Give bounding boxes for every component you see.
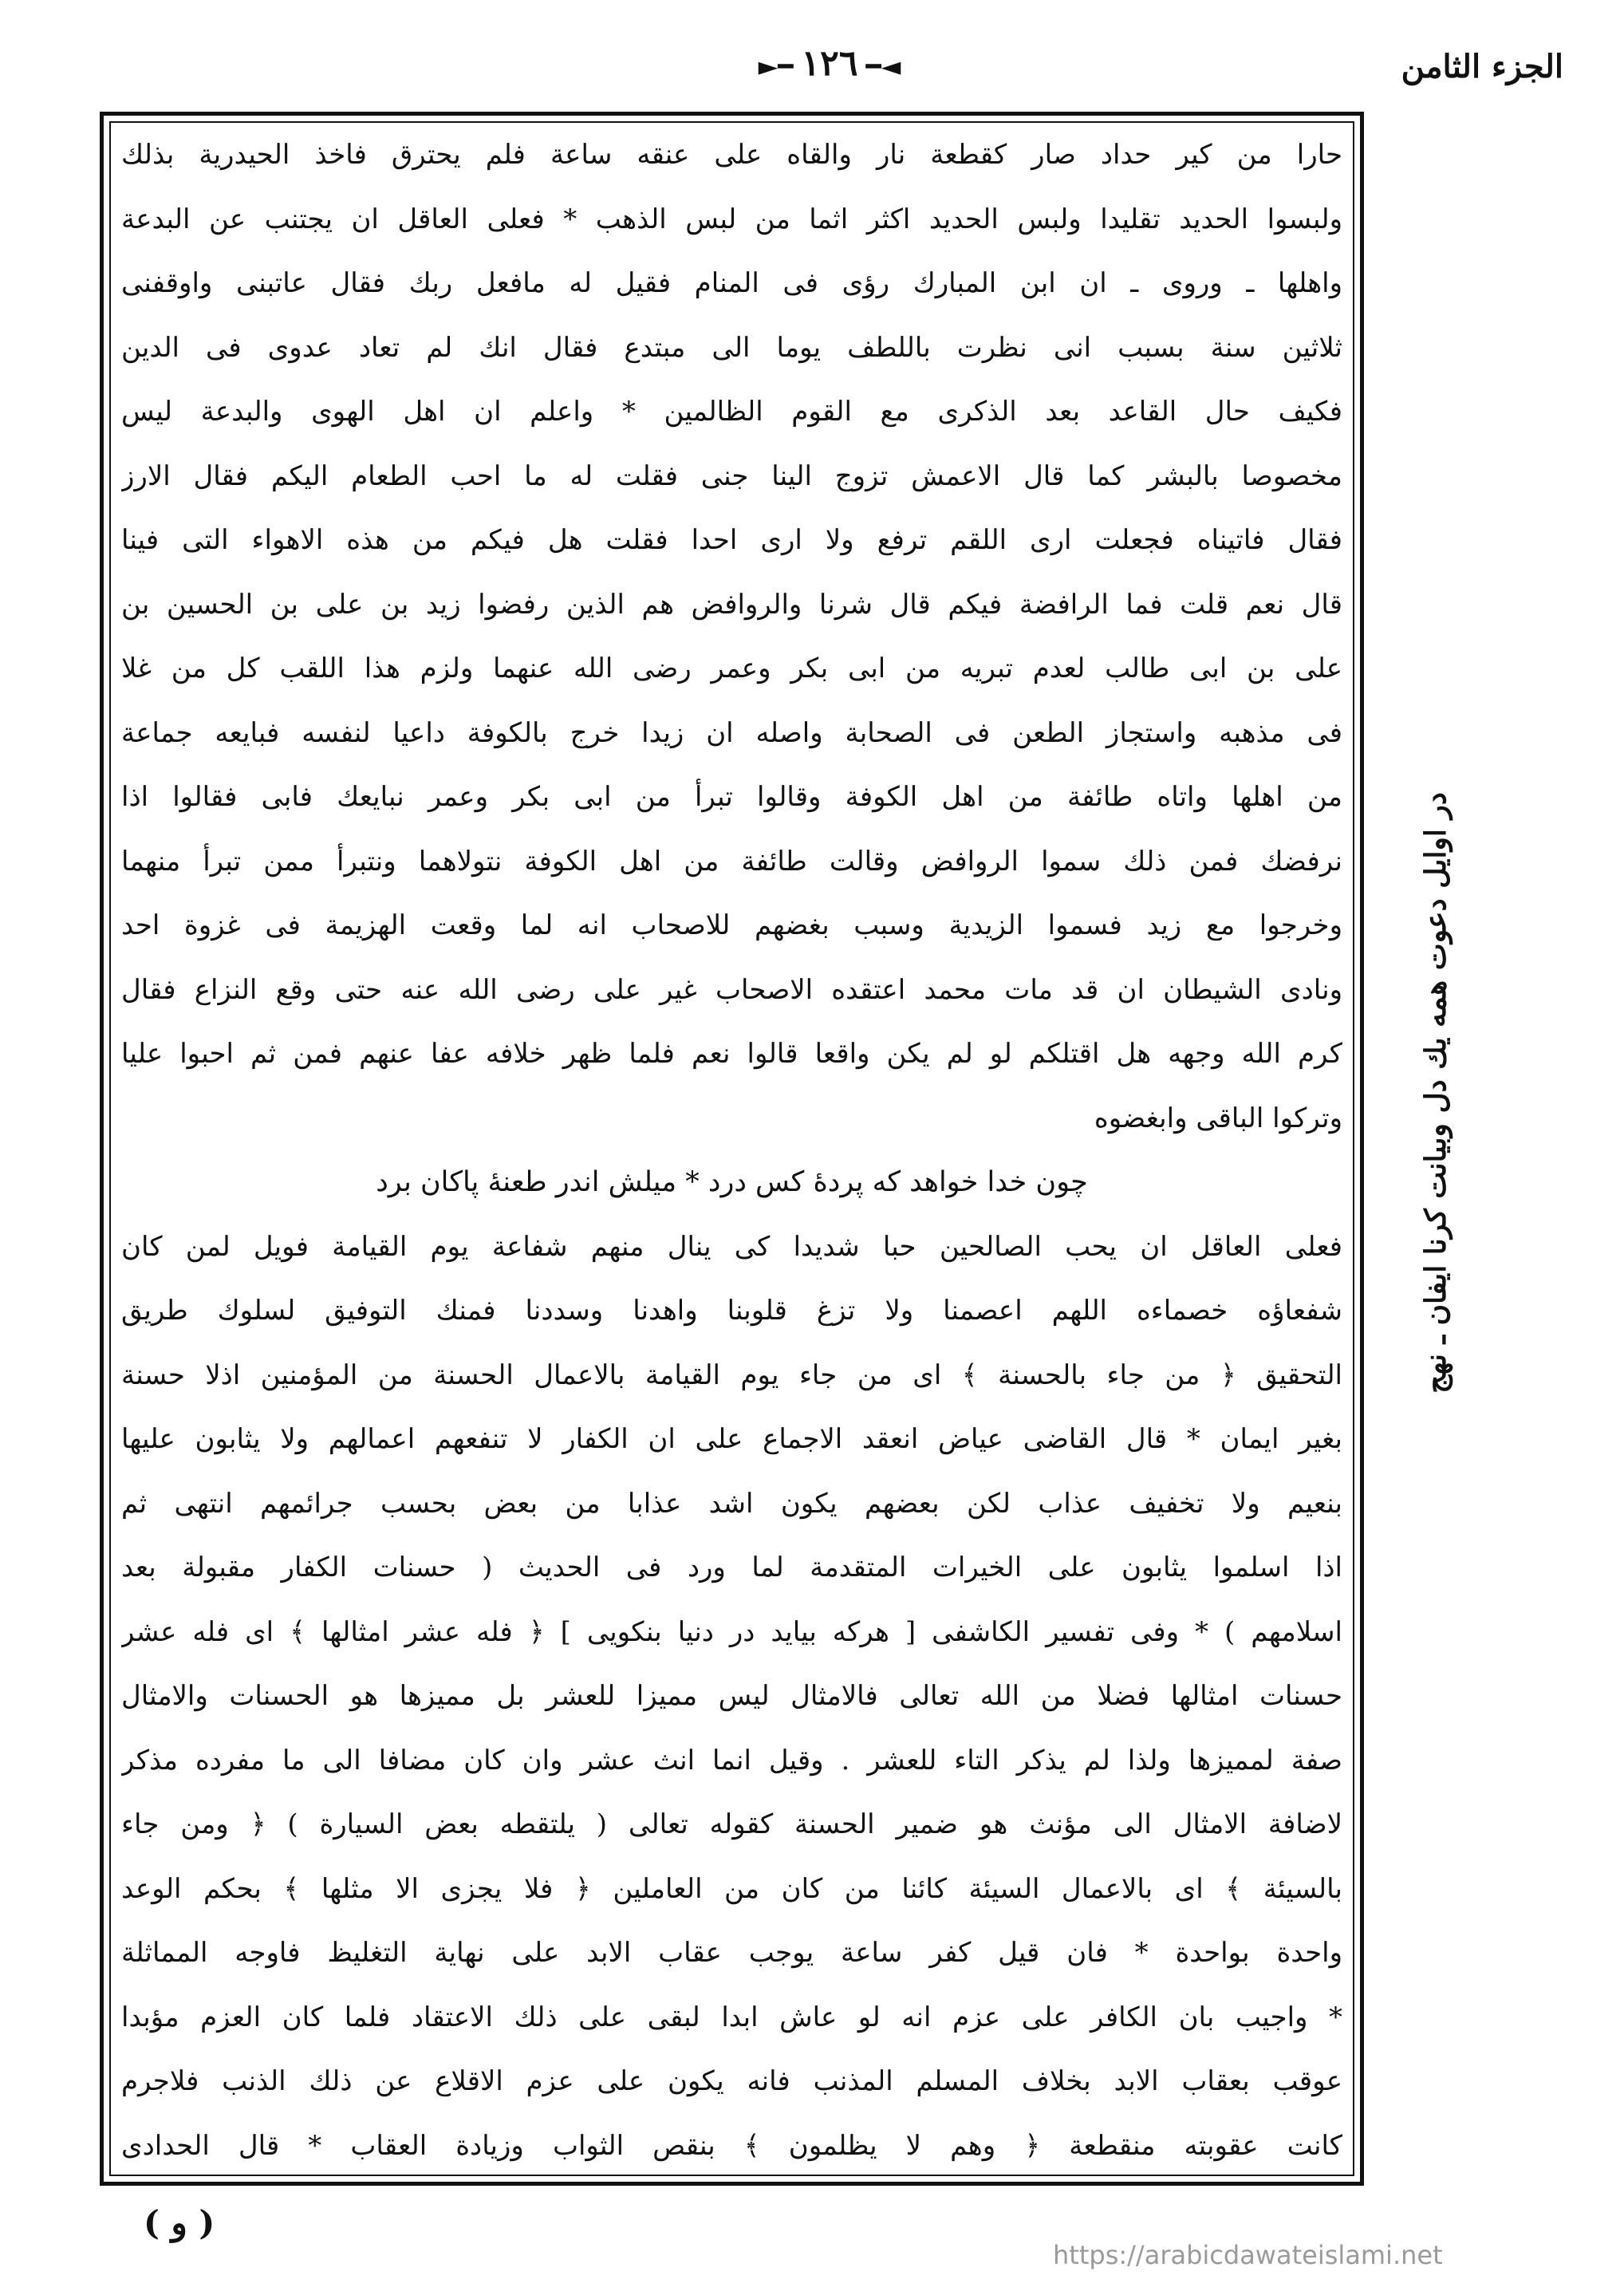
- ornament-right-icon: ◄━: [865, 51, 901, 81]
- text-line: واهلها ـ وروى ـ ان ابن المبارك رؤى فى المنام فقيل له مافعل ربك فقال عاتبنى واوقفنى: [121, 267, 1342, 300]
- text-line: شفعاؤه خصماءه اللهم اعصمنا ولا تزغ قلوبنا واهدنا وسددنا فمنك التوفيق لسلوك طريق: [121, 1295, 1342, 1327]
- persian-verse: چون خدا خواهد كه پردهٔ كس درد * ميلش اندر طعنهٔ پاكان برد: [376, 1166, 1088, 1199]
- text-line: عوقب بعقاب الابد بخلاف المسلم المذنب فانه يكون على عزم الاقلاع عن ذلك الذنب فلاجرم: [121, 2065, 1342, 2098]
- text-line: اسلامهم ) * وفى تفسير الكاشفى [ هركه بيايد در دنيا بنكويى ] ﴿ فله عشر امثالها ﴾ اى فله عشر: [121, 1615, 1342, 1648]
- text-line: فقال فاتيناه فجعلت ارى اللقم ترفع ولا ارى احدا فقلت هل فيكم من هذه الاهواء التى فينا: [121, 524, 1342, 557]
- text-line: على بن ابى طالب لعدم تبريه من ابى بكر وعمر رضى الله عنهما ولزم هذا اللقب كل من غلا: [121, 653, 1342, 685]
- page-header: [96, 32, 1563, 112]
- text-line: بنعيم ولا تخفيف عذاب لكن بعضهم يكون اشد عذابا من بعض بحسب جرائمهم انتهى ثم: [121, 1487, 1342, 1520]
- text-line: بغير ايمان * قال القاضى عياض انعقد الاجماع على ان الكفار لا تنفعهم اعمالهم ولا يثابون عليها: [121, 1423, 1342, 1456]
- main-body-text: [121, 132, 1342, 2169]
- source-watermark: https://arabicdawateislami.net: [1053, 2240, 1443, 2270]
- page-number: [751, 43, 909, 84]
- text-line: فكيف حال القاعد بعد الذكرى مع القوم الظالمين * واعلم ان اهل الهوى والبدعة ليس: [121, 396, 1342, 428]
- text-line: صفة لمميزها ولذا لم يذكر التاء للعشر . وقيل انما انث عشر وان كان مضافا الى ما مفرده مذكر: [121, 1744, 1342, 1776]
- text-line: قال نعم قلت فما الرافضة فيكم قال شرنا والروافض هم الذين رفضوا زيد بن على بن الحسين بن: [121, 588, 1342, 621]
- text-line: نرفضك فمن ذلك سموا الروافض وقالت طائفة من اهل الكوفة نتولاهما ونتبرأ ممن تبرأ منهما: [121, 845, 1342, 877]
- text-line: حارا من كير حداد صار كقطعة نار والقاه على عنقه ساعة فلم يحترق فاخذ الحيدرية بذلك: [121, 139, 1342, 171]
- page-number-value: ١٢٦: [801, 43, 858, 84]
- margin-note-text: در اوايل دعوت همه يك دل وبيانت كرنا ايفان ـ نهج: [1419, 792, 1453, 1394]
- text-frame: [100, 112, 1364, 2186]
- volume-label: الجزء الثامن: [1401, 48, 1563, 85]
- text-line: ونادى الشيطان ان قد مات محمد اعتقده الاصحاب غير على رضى الله عنه حتى وقع النزاع فقال: [121, 973, 1342, 1006]
- text-line: حسنات امثالها فضلا من الله تعالى فالامثال ليس مميزا للعشر بل مميزها هو الحسنات والامثال: [121, 1680, 1342, 1713]
- text-line: كرم الله وجهه هل اقتلكم لو لم يكن واقعا قالوا نعم فلما ظهر خلافه عفا عنهم فمن ثم احبوا عليا: [121, 1038, 1342, 1071]
- text-line: وتركوا الباقى وابغضوه: [1094, 1102, 1342, 1134]
- text-line: بالسيئة ﴾ اى بالاعمال السيئة كائنا من كان من العاملين ﴿ فلا يجزى الا مثلها ﴾ بحكم الوعد: [121, 1872, 1342, 1905]
- text-line: كانت عقوبته منقطعة ﴿ وهم لا يظلمون ﴾ بنقص الثواب وزيادة العقاب * قال الحدادى: [121, 2129, 1342, 2162]
- text-line: مخصوصا بالبشر كما قال الاعمش تزوج الينا جنى فقلت له ما احب الطعام اليكم فقال الارز: [121, 459, 1342, 492]
- margin-note: [1384, 638, 1488, 1548]
- text-line: فى مذهبه واستجاز الطعن فى الصحابة واصله ان زيدا خرج بالكوفة داعيا لنفسه فبايعه جماعة: [121, 716, 1342, 749]
- text-line: اذا اسلموا يثابون على الخيرات المتقدمة لما ورد فى الحديث ( حسنات الكفار مقبولة بعد: [121, 1552, 1342, 1584]
- signature-mark: ( و ): [144, 2203, 215, 2242]
- text-line: التحقيق ﴿ من جاء بالحسنة ﴾ اى من جاء يوم القيامة بالاعمال الحسنة من المؤمنين اذلا حسنة: [121, 1358, 1342, 1391]
- ornament-left-icon: ━►: [758, 51, 794, 81]
- text-line: ولبسوا الحديد تقليدا ولبس الحديد اكثر اثما من لبس الذهب * فعلى العاقل ان يجتنب عن البدعة: [121, 203, 1342, 235]
- text-line: ثلاثين سنة بسبب انى نظرت باللطف يوما الى مبتدع فقال انك لم تعاد عدوى فى الدين: [121, 331, 1342, 364]
- text-line: من اهلها واتاه طائفة من اهل الكوفة وقالوا تبرأ من ابى بكر وعمر نبايعك فابى فقالوا اذا: [121, 781, 1342, 814]
- text-line: * واجيب بان الكافر على عزم انه لو عاش ابدا لبقى على ذلك الاعتقاد فلما كان العزم مؤبدا: [121, 2001, 1342, 2033]
- text-line: وخرجوا مع زيد فسموا الزيدية وسبب بغضهم للاصحاب انه لما وقعت الهزيمة فى غزوة احد: [121, 909, 1342, 942]
- text-line: فعلى العاقل ان يحب الصالحين حبا شديدا كى ينال منهم شفاعة يوم القيامة فويل لمن كان: [121, 1230, 1342, 1263]
- text-line: واحدة بواحدة * فان قيل كفر ساعة يوجب عقاب الابد على نهاية التغليظ فاوجه المماثلة: [121, 1937, 1342, 1970]
- text-line: لاضافة الامثال الى مؤنث هو ضمير الحسنة كقوله تعالى ( يلتقطه بعض السيارة ) ﴿ ومن جاء: [121, 1808, 1342, 1841]
